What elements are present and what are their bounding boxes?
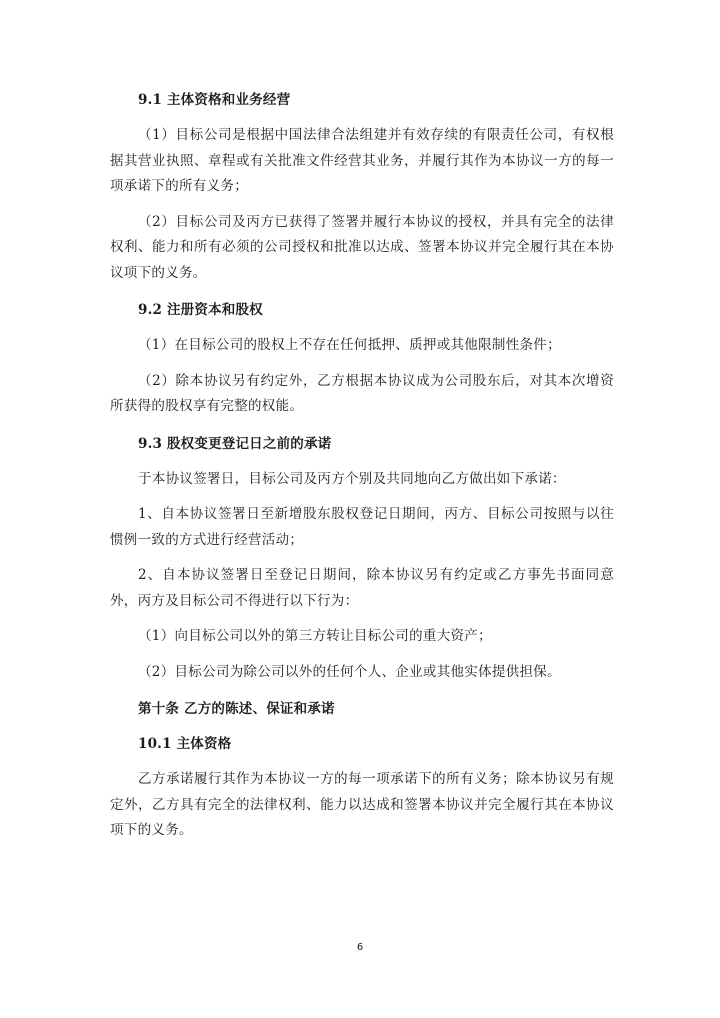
section-9-3-heading: 9.3 股权变更登记日之前的承诺 <box>138 435 332 452</box>
section-9-2-paragraph-2: （2）除本协议另有约定外，乙方根据本协议成为公司股东后，对其本次增资所获得的股权享有完整的权能。 <box>110 372 614 414</box>
section-10-1-heading: 10.1 主体资格 <box>138 736 232 752</box>
section-9-1-paragraph-2: （2）目标公司及丙方已获得了签署并履行本协议的授权，并具有完全的法律权利、能力和所有必须的公司授权和批准以达成、签署本协议并完全履行其在本协议项下的义务。 <box>110 213 614 281</box>
article-10-heading: 第十条 乙方的陈述、保证和承诺 <box>138 701 335 717</box>
section-9-2-heading: 9.2 注册资本和股权 <box>138 302 263 318</box>
section-9-1-heading: 9.1 主体资格和业务经营 <box>138 92 291 108</box>
section-9-3-item-1: 1、自本协议签署日至新增股东股权登记日期间，丙方、目标公司按照与以往惯例一致的方式进行经营活动； <box>110 506 614 548</box>
section-9-3-item-2: 2、自本协议签署日至登记日期间，除本协议另有约定或乙方事先书面同意外，丙方及目标公司不得进行以下行为： <box>110 567 614 609</box>
section-9-2-paragraph-1: （1）在目标公司的股权上不存在任何抵押、质押或其他限制性条件； <box>138 337 561 353</box>
page-number: 6 <box>356 942 364 953</box>
section-9-3-subitem-2: （2）目标公司为除公司以外的任何个人、企业或其他实体提供担保。 <box>138 663 561 680</box>
page-content <box>110 88 614 844</box>
section-9-1-paragraph-1: （1）目标公司是根据中国法律合法组建并有效存续的有限责任公司，有权根据其营业执照、章程或有关批准文件经营其业务，并履行其作为本协议一方的每一项承诺下的所有义务； <box>110 127 614 194</box>
section-9-3-intro: 于本协议签署日，目标公司及丙方个别及共同地向乙方做出如下承诺： <box>138 470 566 487</box>
section-10-1-paragraph: 乙方承诺履行其作为本协议一方的每一项承诺下的所有义务；除本协议另有规定外，乙方具有完全的法律权利、能力以达成和签署本协议并完全履行其在本协议项下的义务。 <box>110 771 614 838</box>
section-9-3-subitem-1: （1）向目标公司以外的第三方转让目标公司的重大资产； <box>138 628 492 644</box>
